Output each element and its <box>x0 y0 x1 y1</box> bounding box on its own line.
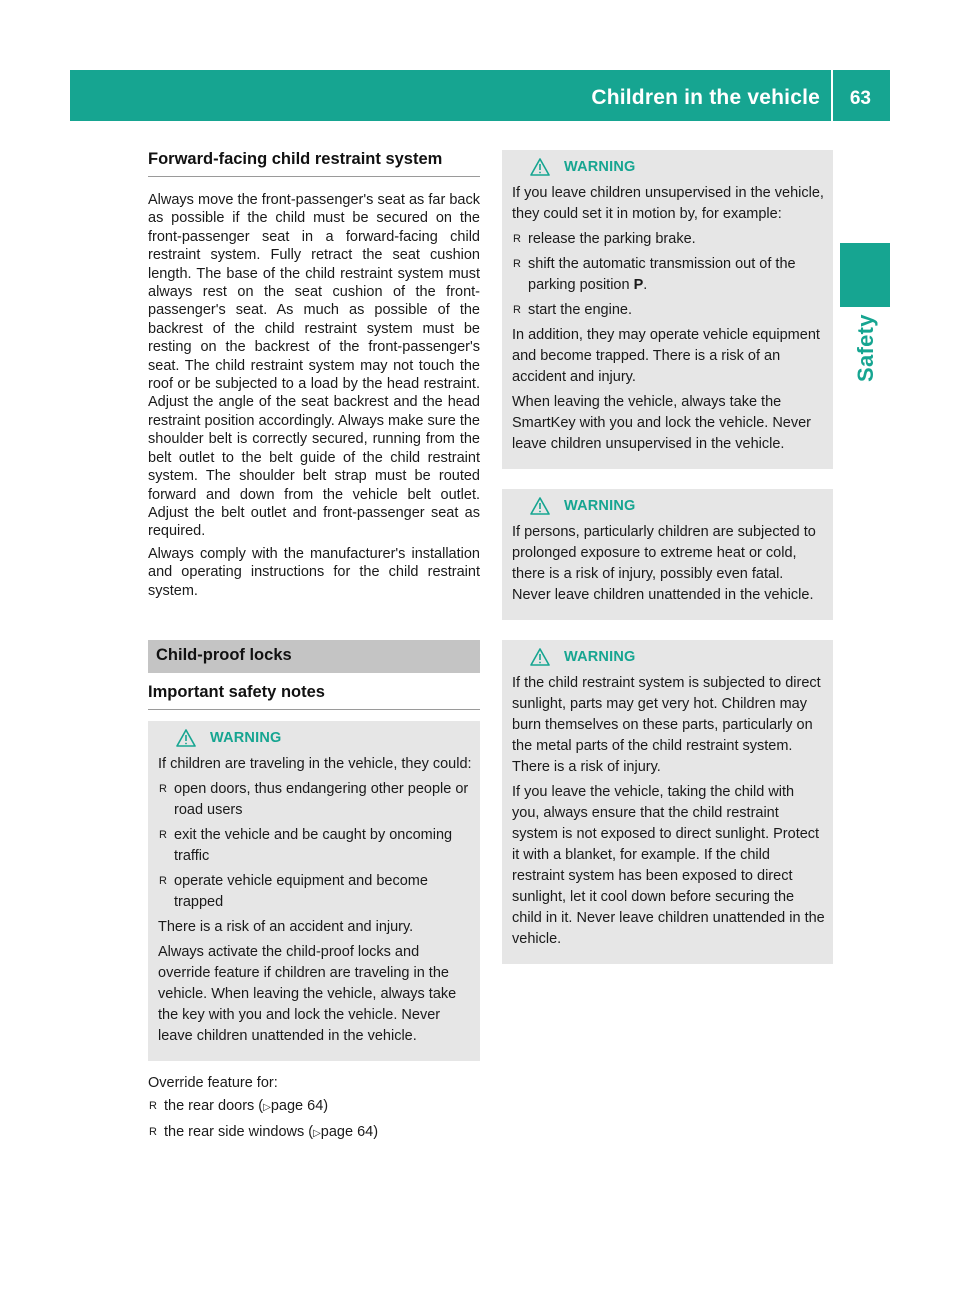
warning-title: WARNING <box>210 729 282 746</box>
section-tab-label: Safety <box>853 314 878 382</box>
list-item: R the rear doors (▷page 64) <box>148 1096 480 1118</box>
warning-box <box>502 489 833 620</box>
warning-box <box>148 721 480 1061</box>
chapter-title: Children in the vehicle <box>591 86 820 109</box>
header-divider <box>831 70 833 121</box>
list-item: R the rear side windows (▷page 64) <box>148 1122 480 1144</box>
warning-paragraph: If persons, particularly children are subjected to prolonged exposure to extreme heat or cold, there is a risk of injury, possibly even fatal. Never leave children unattended in the vehicle. <box>512 524 816 603</box>
page-reference-arrow-icon: ▷ <box>263 1101 271 1113</box>
list-item: R operate vehicle equipment and become trapped <box>159 872 428 910</box>
list-item: R exit the vehicle and be caught by oncoming traffic <box>159 826 453 864</box>
warning-intro: If you leave children unsupervised in the vehicle, they could set it in motion by, for example: <box>512 185 824 222</box>
warning-box <box>502 150 833 469</box>
right-column <box>502 150 833 964</box>
list-item: R shift the automatic transmission out of the parking position P. <box>513 256 796 293</box>
warning-header <box>158 729 472 747</box>
warning-bullet-list <box>512 229 825 321</box>
page-number: 63 <box>849 88 871 109</box>
list-item: R start the engine. <box>512 300 825 321</box>
warning-title: WARNING <box>564 498 636 514</box>
page-link[interactable]: page 64 <box>270 1097 324 1114</box>
bullet-icon: R <box>159 874 167 887</box>
list-item: R open doors, thus endangering other people or road users <box>159 780 469 818</box>
forward-facing-paragraph: Always move the front-passenger's seat as far back as possible if the child must be secured on the front-passenger seat in a forward-facing child restraint system. Fully retract the seat cushion length. The base of the child restraint system must always rest on the seat cushion of the front-passenger's seat. As much as possible of the backrest of the child restraint system must be resting on the backrest of the front-passenger's seat. The child restraint system may not touch the roof or be subjected to a load by the head restraint. Adjust the angle of the seat backrest and the head restraint position accordingly. Always make sure the shoulder belt is correctly secured, running from the belt outlet to the belt guide of the child restraint system. The shoulder belt strap must be routed forward and down from the vehicle belt outlet. Adjust the belt outlet and front-passenger seat as required. <box>148 192 480 540</box>
forward-facing-heading: Forward-facing child restraint system <box>148 150 480 177</box>
warning-triangle-icon <box>530 648 550 666</box>
warning-title: WARNING <box>564 649 636 665</box>
override-list <box>148 1096 480 1144</box>
warning-header <box>512 648 825 666</box>
bullet-icon: R <box>159 828 167 841</box>
manufacturer-instructions-paragraph: Always comply with the manufacturer's installation and operating instructions for the child restraint system. <box>148 545 480 599</box>
bullet-icon: R <box>513 233 521 245</box>
important-safety-notes-heading: Important safety notes <box>148 683 480 710</box>
child-proof-locks-title: Child-proof locks <box>148 640 480 673</box>
warning-triangle-icon <box>530 158 550 176</box>
warning-header <box>512 158 825 176</box>
warning-header <box>512 497 825 515</box>
warning-title: WARNING <box>564 159 636 175</box>
risk-text: There is a risk of an accident and injury. <box>158 918 414 935</box>
warning-paragraph: If the child restraint system is subjected to direct sunlight, parts may get very hot. Children may burn themselves on these parts, particularly on the metal parts of the child restraint system. There is a risk of injury. <box>512 675 821 775</box>
left-column <box>148 150 480 1148</box>
warning-advice: Always activate the child-proof locks and override feature if children are traveling in the vehicle. When leaving the vehicle, always take the key with you and lock the vehicle. Never leave children unattended in the vehicle. <box>158 943 457 1044</box>
page-link[interactable]: page 64 <box>320 1123 374 1140</box>
bullet-icon: R <box>513 258 521 270</box>
warning-paragraph: If you leave the vehicle, taking the child with you, always ensure that the child restraint system is not exposed to direct sunlight. Protect it with a blanket, for example. If the child restraint system has been exposed to direct sunlight, let it cool down before securing the child in it. Never leave children unattended in the vehicle. <box>512 784 825 947</box>
override-lead: Override feature for: <box>148 1074 278 1091</box>
page-header <box>70 70 890 121</box>
bullet-icon: R <box>159 782 167 795</box>
warning-triangle-icon <box>530 497 550 515</box>
list-item: R release the parking brake. <box>512 229 825 250</box>
warning-bullet-list <box>158 779 472 913</box>
warning-paragraph: When leaving the vehicle, always take the SmartKey with you and lock the vehicle. Never leave children unsupervised in the vehicle. <box>512 394 811 452</box>
bullet-icon: R <box>513 304 521 316</box>
section-tab <box>840 243 890 307</box>
bullet-icon: R <box>149 1099 157 1112</box>
warning-intro: If children are traveling in the vehicle, they could: <box>158 755 472 772</box>
page-reference-arrow-icon: ▷ <box>313 1127 321 1139</box>
warning-paragraph: In addition, they may operate vehicle equipment and become trapped. There is a risk of an accident and injury. <box>512 327 820 385</box>
warning-triangle-icon <box>176 729 196 747</box>
warning-box <box>502 640 833 964</box>
bullet-icon: R <box>149 1125 157 1138</box>
